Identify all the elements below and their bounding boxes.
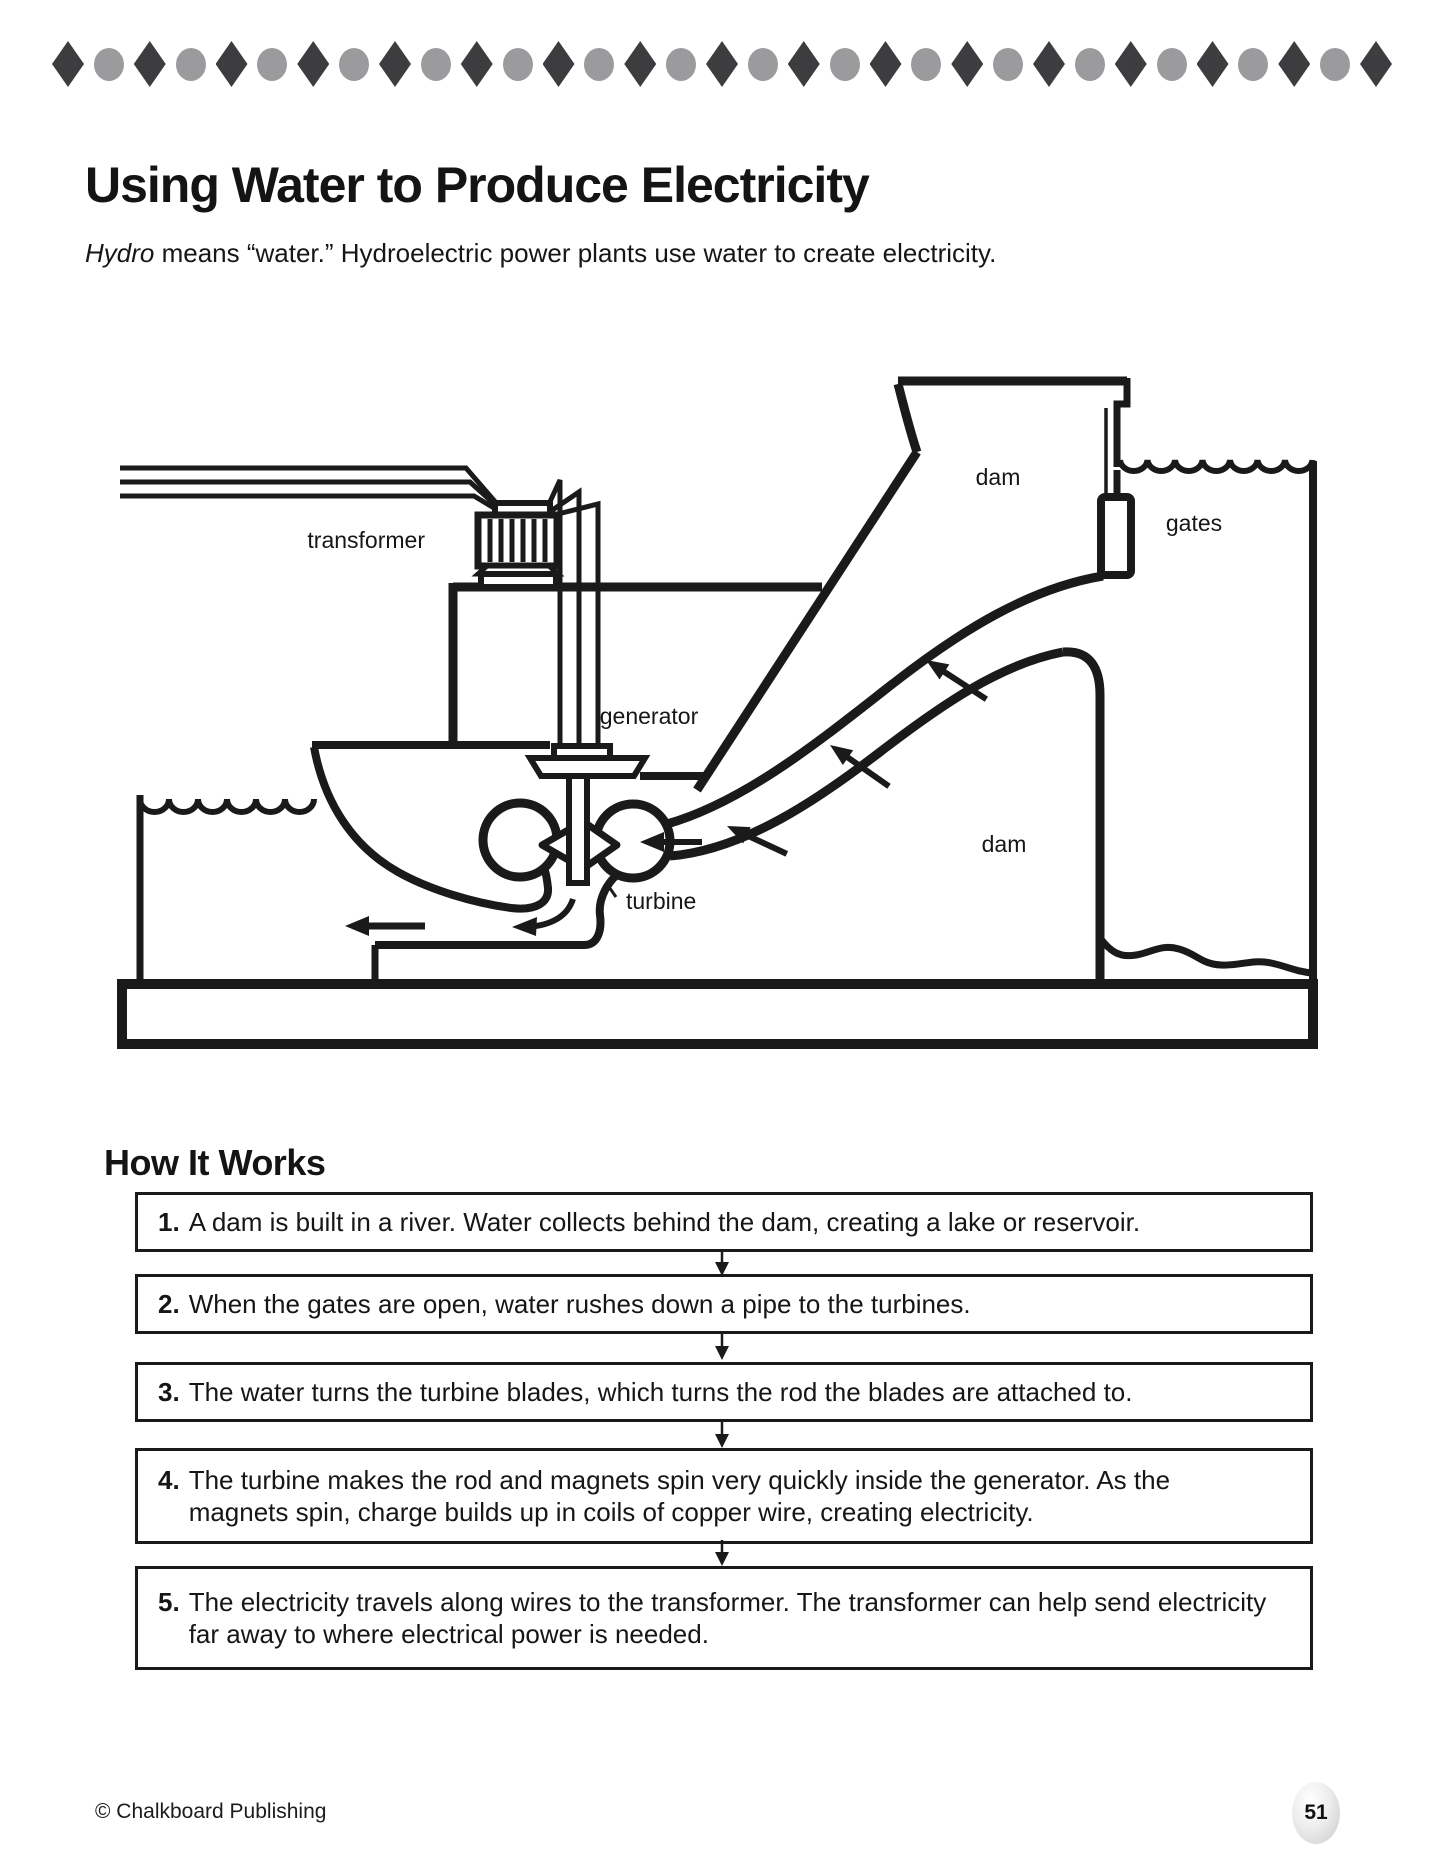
- border-circle: [993, 48, 1023, 81]
- border-diamond: [461, 41, 493, 87]
- step-box-3: [135, 1362, 1313, 1422]
- border-circle: [584, 48, 614, 81]
- border-circle: [911, 48, 941, 81]
- page-title: Using Water to Produce Electricity: [85, 156, 869, 213]
- step-number: 3.: [158, 1377, 180, 1407]
- border-diamond: [951, 41, 983, 87]
- generator-flange: [530, 758, 645, 776]
- decorative-border: [52, 40, 1392, 88]
- border-circle: [830, 48, 860, 81]
- border-circle: [1157, 48, 1187, 81]
- step-text: When the gates are open, water rushes down a pipe to the turbines.: [188, 1289, 971, 1319]
- flow-arrow-2-3: [712, 1334, 732, 1360]
- border-diamond: [870, 41, 902, 87]
- border-circle: [503, 48, 533, 81]
- step-text: The turbine makes the rod and magnets spin very quickly inside the generator. As the magnets spin, charge builds up in coils of copper wire, creating electricity.: [188, 1465, 1171, 1527]
- border-diamond: [297, 41, 329, 87]
- border-diamond: [788, 41, 820, 87]
- border-diamond: [52, 41, 84, 87]
- border-diamond: [1278, 41, 1310, 87]
- flow-arrow-1-2: [712, 1250, 732, 1276]
- step-number: 4.: [158, 1465, 180, 1495]
- border-circle: [1075, 48, 1105, 81]
- intro-italic-word: Hydro: [85, 238, 155, 268]
- border-diamond: [134, 41, 166, 87]
- step-box-2: [135, 1274, 1313, 1334]
- border-diamond: [543, 41, 575, 87]
- hydro-dam-diagram: [95, 355, 1345, 1070]
- border-diamond: [1360, 41, 1392, 87]
- copyright-text: © Chalkboard Publishing: [95, 1800, 327, 1823]
- dam-right-step: [1117, 378, 1127, 467]
- page-number: 51: [1304, 1801, 1328, 1824]
- outflow-arrow-straight: [345, 916, 425, 936]
- flow-arrow-4-5: [712, 1540, 732, 1566]
- step-box-5: [135, 1566, 1313, 1670]
- gate: [1101, 497, 1131, 575]
- label-turbine: turbine: [626, 888, 697, 914]
- transformer-base: [481, 574, 556, 587]
- border-diamond: [1033, 41, 1065, 87]
- border-circle: [176, 48, 206, 81]
- border-circle: [1238, 48, 1268, 81]
- step-text: A dam is built in a river. Water collects behind the dam, creating a lake or reservoir.: [188, 1207, 1141, 1237]
- step-number: 2.: [158, 1289, 180, 1319]
- border-circle: [666, 48, 696, 81]
- section-heading: How It Works: [104, 1141, 326, 1183]
- power-line-3: [120, 496, 504, 514]
- dam-lower-right-edge: [1063, 652, 1100, 984]
- step-box-4: [135, 1448, 1313, 1544]
- label-dam-lower: dam: [981, 831, 1027, 857]
- label-dam-upper: dam: [975, 464, 1021, 490]
- border-diamond: [379, 41, 411, 87]
- base-slab: [122, 984, 1313, 1044]
- label-transformer: transformer: [307, 527, 425, 553]
- dam-left-diagonal: [697, 452, 917, 790]
- step-box-1: [135, 1192, 1313, 1252]
- border-diamond: [1197, 41, 1229, 87]
- border-circle: [1320, 48, 1350, 81]
- step-text: The electricity travels along wires to the transformer. The transformer can help send electricity far away to where electrical power is needed.: [188, 1587, 1267, 1649]
- step-text: The water turns the turbine blades, which turns the rod the blades are attached to.: [188, 1377, 1133, 1407]
- page-number-badge: [1292, 1782, 1340, 1844]
- border-circle: [421, 48, 451, 81]
- border-diamond: [706, 41, 738, 87]
- label-generator: generator: [599, 703, 699, 729]
- border-diamond: [624, 41, 656, 87]
- turbine-rod: [569, 773, 587, 883]
- border-circle: [748, 48, 778, 81]
- step-number: 5.: [158, 1587, 180, 1617]
- intro-rest: means “water.” Hydroelectric power plants use water to create electricity.: [154, 238, 997, 268]
- intro-sentence: [85, 238, 996, 269]
- label-gates: gates: [1165, 510, 1223, 536]
- border-diamond: [1115, 41, 1147, 87]
- dam-left-jog: [898, 384, 917, 452]
- lakebed-wave: [1100, 938, 1313, 973]
- flow-arrow-3-4: [712, 1422, 732, 1448]
- reservoir-wave: [1120, 460, 1313, 471]
- penstock-lower-wall: [670, 652, 1063, 856]
- tailwater-wave: [140, 799, 314, 812]
- border-circle: [94, 48, 124, 81]
- step-number: 1.: [158, 1207, 180, 1237]
- border-diamond: [216, 41, 248, 87]
- border-circle: [339, 48, 369, 81]
- border-circle: [257, 48, 287, 81]
- power-line-1: [120, 468, 498, 505]
